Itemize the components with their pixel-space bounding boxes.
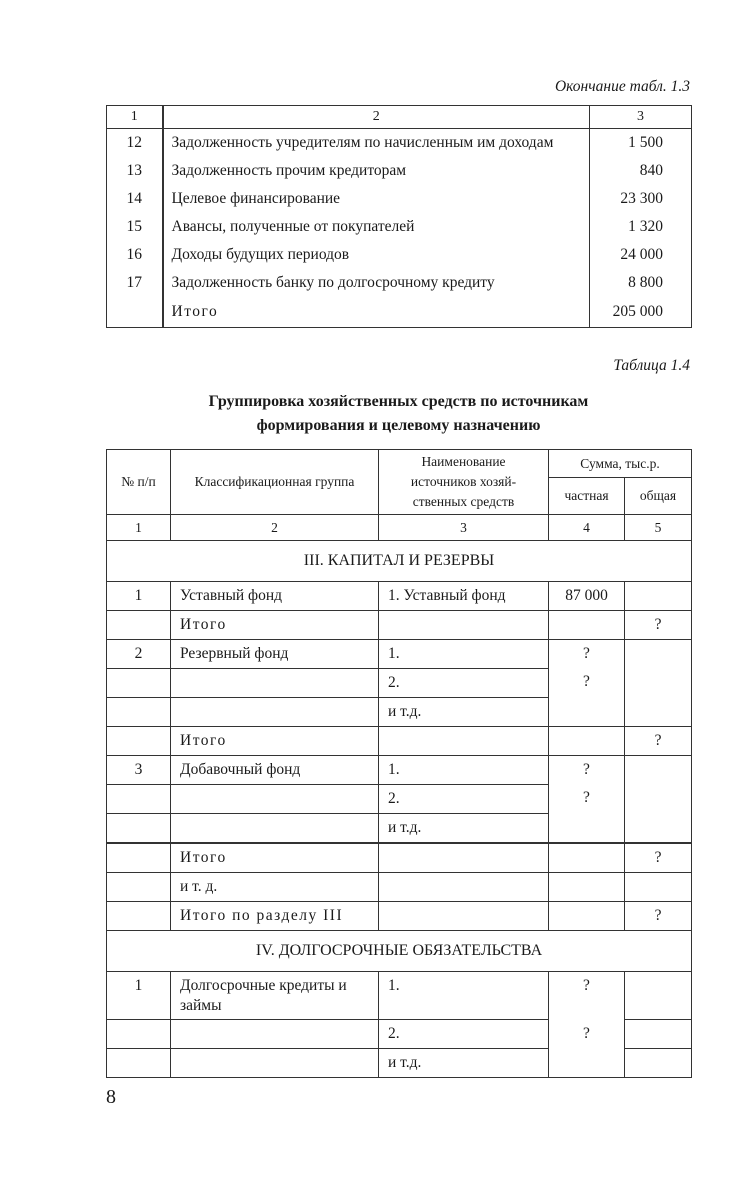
table-title-line: Группировка хозяйственных средств по источникам [208,393,589,410]
row-number: 1 [107,582,171,611]
row-value: 840 [590,157,692,185]
row-source: и т.д. [379,698,549,727]
table-row [107,213,692,241]
table-row [107,972,692,1020]
row-source: и т.д. [379,1049,549,1078]
section-header-row [107,541,692,582]
column-numbers-row [107,515,692,541]
row-group: Уставный фонд [171,582,379,611]
column-number: 3 [590,106,692,129]
row-value: 23 300 [590,185,692,213]
row-private-sum: 87 000 [549,582,625,611]
row-source: 2. [379,669,549,698]
total-sum-cell [625,640,692,727]
row-group: Резервный фонд [171,640,379,669]
table-1-4 [106,449,692,1078]
table-title [106,390,691,438]
row-number: 12 [107,129,163,158]
row-value: 24 000 [590,241,692,269]
table-total-row [107,902,692,931]
row-number [107,297,163,328]
row-total-sum [625,582,692,611]
table-total-row [107,843,692,873]
row-group: Долгосрочные кредиты и займы [171,972,379,1020]
table-row [107,185,692,213]
column-number: 1 [107,515,171,541]
table-total-row [107,727,692,756]
column-number: 2 [163,106,590,129]
row-name: Доходы будущих периодов [163,241,590,269]
unknown-value: ? [583,1025,590,1042]
unknown-value: ? [583,761,590,778]
unknown-value: ? [625,902,692,931]
total-value: 205 000 [590,297,692,328]
row-name: Задолженность прочим кредиторам [163,157,590,185]
total-sum-cell [625,756,692,844]
header-sum: Сумма, тыс.р. [549,450,692,478]
header-total: общая [625,478,692,515]
table-title-line: формирования и целевому назначению [256,417,541,434]
row-number: 17 [107,269,163,297]
row-number: 15 [107,213,163,241]
table-row [107,157,692,185]
row-number: 1 [107,972,171,1020]
table-row [107,873,692,902]
table-header-row [107,106,692,129]
row-group: Добавочный фонд [171,756,379,785]
header-private: частная [549,478,625,515]
row-number: 13 [107,157,163,185]
row-source: 1. Уставный фонд [379,582,549,611]
table-row [107,129,692,158]
row-source: 2. [379,785,549,814]
total-label: Итого по разделу III [171,902,379,931]
table-row [107,241,692,269]
table-caption: Таблица 1.4 [613,357,690,374]
section-title: III. КАПИТАЛ И РЕЗЕРВЫ [107,541,692,582]
unknown-value: ? [625,611,692,640]
row-source: и т.д. [379,814,549,844]
row-name: Целевое финансирование [163,185,590,213]
total-label: Итого [163,297,590,328]
column-number: 1 [107,106,163,129]
unknown-value: ? [625,843,692,873]
section-title: IV. ДОЛГОСРОЧНЫЕ ОБЯЗАТЕЛЬСТВА [107,931,692,972]
table-continuation-caption: Окончание табл. 1.3 [554,78,690,95]
header-source-name: Наименование источников хозяй-ственных средств [379,450,549,515]
unknown-value: ? [583,789,590,806]
row-source: 1. [379,972,549,1020]
total-label: Итого [171,843,379,873]
table-row [107,640,692,669]
column-number: 5 [625,515,692,541]
section-header-row [107,931,692,972]
row-source: 1. [379,756,549,785]
unknown-value: ? [583,977,590,994]
private-sum-cell [549,972,625,1078]
column-number: 3 [379,515,549,541]
row-group: и т. д. [171,873,379,902]
column-number: 2 [171,515,379,541]
unknown-value: ? [583,673,590,690]
header-number: № п/п [107,450,171,515]
row-source: 2. [379,1020,549,1049]
row-value: 8 800 [590,269,692,297]
row-name: Авансы, полученные от покупателей [163,213,590,241]
total-label: Итого [171,727,379,756]
row-name: Задолженность учредителям по начисленным им доходам [163,129,590,158]
table-row [107,269,692,297]
row-number: 3 [107,756,171,785]
row-value: 1 500 [590,129,692,158]
table-total-row [107,297,692,328]
row-number: 16 [107,241,163,269]
row-number: 14 [107,185,163,213]
table-1-3-continuation [106,105,692,328]
table-total-row [107,611,692,640]
private-sum-cell [549,756,625,844]
row-value: 1 320 [590,213,692,241]
unknown-value: ? [583,645,590,662]
column-number: 4 [549,515,625,541]
row-source: 1. [379,640,549,669]
page-number: 8 [106,1086,116,1108]
table-row [107,756,692,785]
row-name: Задолженность банку по долгосрочному кредиту [163,269,590,297]
header-group: Классификационная группа [171,450,379,515]
private-sum-cell [549,640,625,727]
table-row [107,582,692,611]
unknown-value: ? [625,727,692,756]
row-number: 2 [107,640,171,669]
table-header-row [107,450,692,478]
total-label: Итого [171,611,379,640]
